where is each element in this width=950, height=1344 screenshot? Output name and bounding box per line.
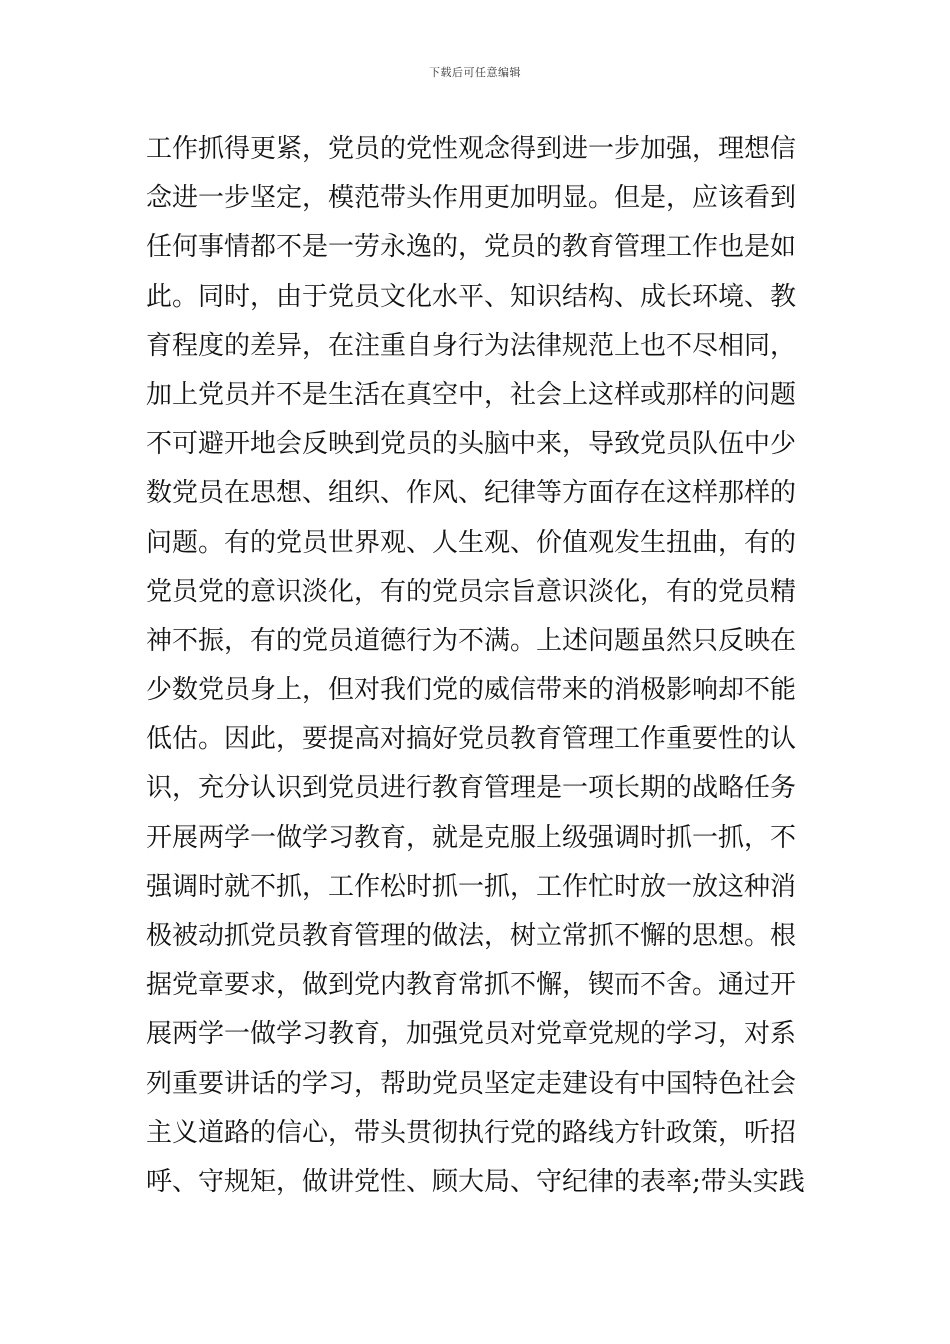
text-line: 极被动抓党员教育管理的做法，树立常抓不懈的思想。根 xyxy=(146,921,797,951)
text-line: 此。同时，由于党员文化水平、知识结构、成长环境、教 xyxy=(146,281,797,312)
text-line: 低估。因此，要提高对搞好党员教育管理工作重要性的认 xyxy=(146,724,797,755)
text-line: 展两学一做学习教育，加强党员对党章党规的学习，对系 xyxy=(146,1019,797,1050)
text-line: 主义道路的信心，带头贯彻执行党的路线方针政策，听招 xyxy=(146,1117,797,1148)
text-line: 数党员在思想、组织、作风、纪律等方面存在这样那样的 xyxy=(146,478,797,509)
text-line: 呼、守规矩，做讲党性、顾大局、守纪律的表率;带头实践 xyxy=(146,1166,805,1197)
text-line: 问题。有的党员世界观、人生观、价值观发生扭曲，有的 xyxy=(146,527,797,558)
text-line: 列重要讲话的学习，帮助党员坚定走建设有中国特色社会 xyxy=(146,1068,797,1099)
text-line: 开展两学一做学习教育，就是克服上级强调时抓一抓，不 xyxy=(146,822,797,853)
text-line: 党员党的意识淡化，有的党员宗旨意识淡化，有的党员精 xyxy=(146,576,797,607)
body-text xyxy=(146,125,816,1207)
text-line: 神不振，有的党员道德行为不满。上述问题虽然只反映在 xyxy=(146,625,797,656)
text-line: 任何事情都不是一劳永逸的，党员的教育管理工作也是如 xyxy=(146,232,797,263)
text-line: 念进一步坚定，模范带头作用更加明显。但是，应该看到 xyxy=(146,183,797,214)
text-line: 强调时就不抓，工作松时抓一抓，工作忙时放一放这种消 xyxy=(146,871,797,902)
text-line: 少数党员身上，但对我们党的威信带来的消极影响却不能 xyxy=(146,675,797,706)
text-line: 不可避开地会反映到党员的头脑中来，导致党员队伍中少 xyxy=(146,429,797,460)
page-header: 下载后可任意编辑 xyxy=(429,66,521,79)
text-line: 据党章要求，做到党内教育常抓不懈，锲而不舍。通过开 xyxy=(146,970,797,1001)
text-line: 工作抓得更紧，党员的党性观念得到进一步加强，理想信 xyxy=(146,134,797,164)
text-line: 识，充分认识到党员进行教育管理是一项长期的战略任务 xyxy=(146,773,797,804)
text-line: 育程度的差异，在注重自身行为法律规范上也不尽相同， xyxy=(146,330,797,361)
text-line: 加上党员并不是生活在真空中，社会上这样或那样的问题 xyxy=(146,379,797,410)
